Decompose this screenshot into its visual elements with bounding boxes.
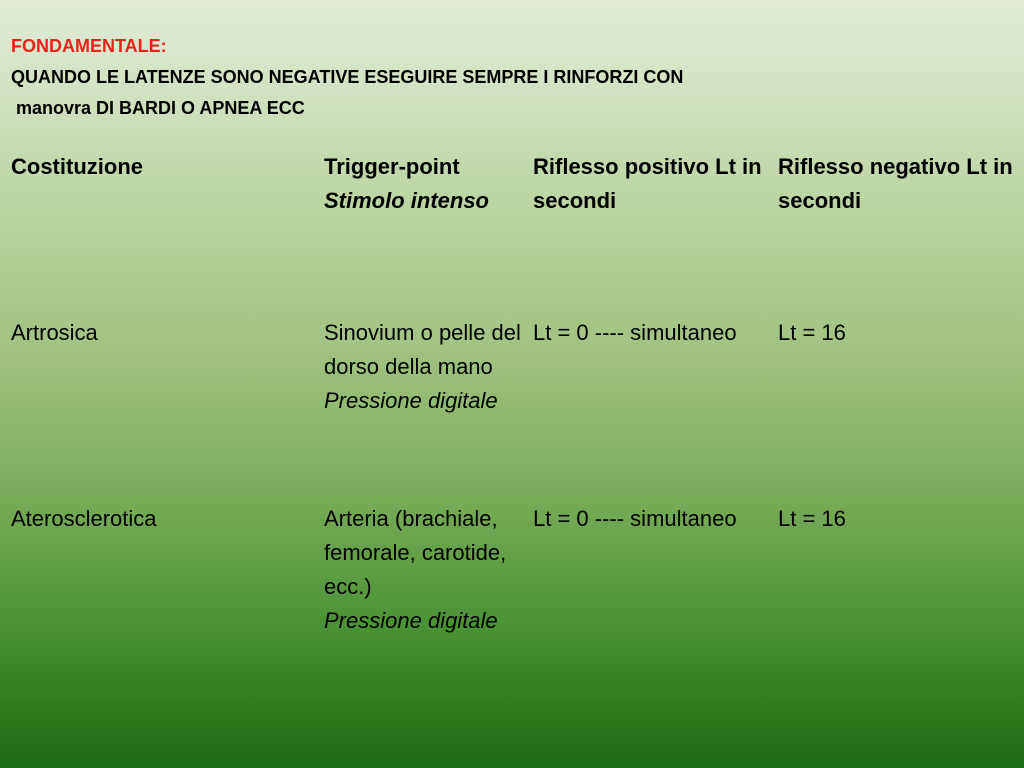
column-header-trigger-subtitle: Stimolo intenso [324, 188, 489, 213]
cell-positivo-row-1: Lt = 0 ---- simultaneo [533, 320, 737, 345]
header-line-1: QUANDO LE LATENZE SONO NEGATIVE ESEGUIRE SEMPRE I RINFORZI CON [11, 67, 684, 87]
cell-trigger-text-row-2: Arteria (brachiale, femorale, carotide, ecc.) [324, 506, 507, 599]
slide-header [11, 31, 1011, 124]
column-header-costituzione: Costituzione [11, 154, 143, 179]
cell-negativo-row-2: Lt = 16 [778, 506, 846, 531]
column-header-riflesso-positivo: Riflesso positivo Lt in secondi [533, 154, 762, 213]
cell-trigger-text-row-1: Sinovium o pelle del dorso della mano [324, 320, 521, 379]
cell-positivo-row-2: Lt = 0 ---- simultaneo [533, 506, 737, 531]
cell-negativo-row-1: Lt = 16 [778, 320, 846, 345]
cell-trigger-row-1 [324, 316, 524, 418]
header-line-2-text: manovra DI BARDI O APNEA ECC [16, 98, 305, 118]
header-line-2 [11, 93, 1011, 124]
header-title: FONDAMENTALE: [11, 36, 167, 56]
column-header-trigger-point [324, 150, 524, 218]
cell-costituzione-row-1: Artrosica [11, 320, 98, 345]
cell-costituzione-row-2: Aterosclerotica [11, 506, 157, 531]
cell-trigger-row-2 [324, 502, 524, 638]
cell-trigger-italic-row-1: Pressione digitale [324, 388, 498, 413]
column-header-riflesso-negativo: Riflesso negativo Lt in secondi [778, 154, 1013, 213]
column-header-trigger-label: Trigger-point [324, 154, 460, 179]
cell-trigger-italic-row-2: Pressione digitale [324, 608, 498, 633]
